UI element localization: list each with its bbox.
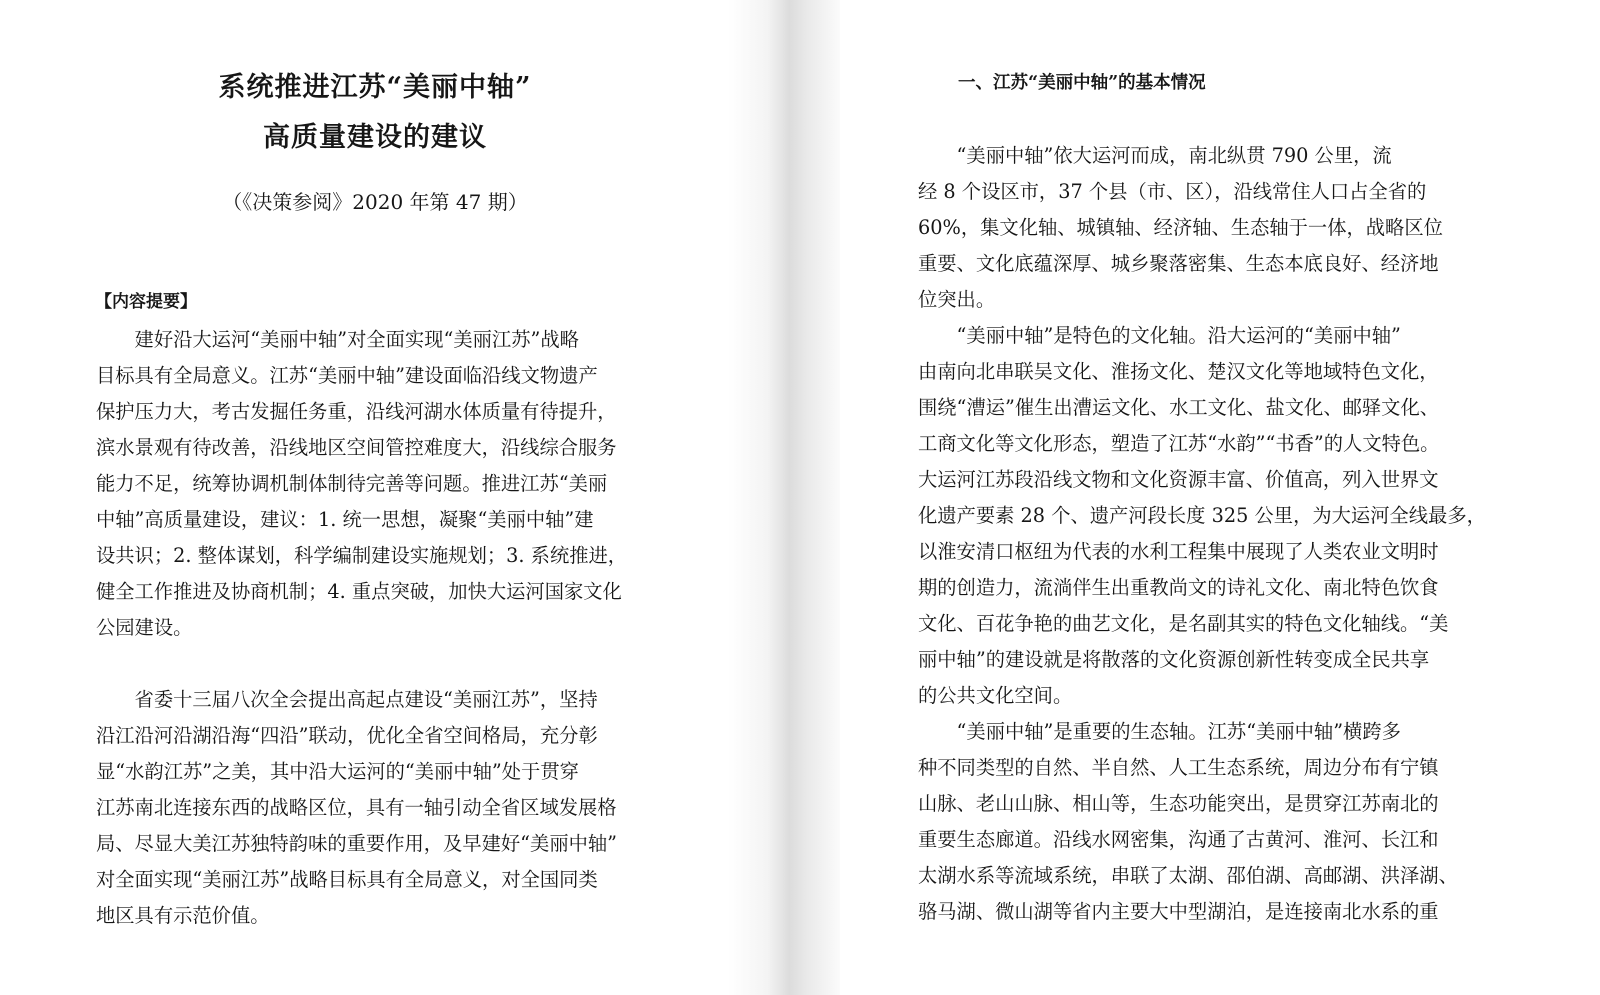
summary-line: 滨水景观有待改善，沿线地区空间管控难度大，沿线综合服务 [96, 436, 617, 459]
text-line: “美丽中轴”是重要的生态轴。江苏“美丽中轴”横跨多 [918, 720, 1401, 743]
text-line: 大运河江苏段沿线文物和文化资源丰富、价值高，列入世界文 [918, 468, 1439, 491]
text-line: 重要、文化底蕴深厚、城乡聚落密集、生态本底良好、经济地 [918, 252, 1439, 275]
title-line-2: 高质量建设的建议 [263, 122, 487, 153]
text-line: 的公共文化空间。 [918, 684, 1073, 707]
text-line: 文化、百花争艳的曲艺文化，是名副其实的特色文化轴线。“美 [918, 612, 1449, 635]
summary-line: 能力不足，统筹协调机制体制待完善等问题。推进江苏“美丽 [96, 472, 608, 495]
summary-line: 目标具有全局意义。江苏“美丽中轴”建设面临沿线文物遗产 [96, 364, 598, 387]
text-line: 围绕“漕运”催生出漕运文化、水工文化、盐文化、邮驿文化、 [918, 396, 1440, 419]
body-line: 省委十三届八次全会提出高起点建设“美丽江苏”，坚持 [96, 688, 598, 711]
text-line: 化遗产要素 28 个、遗产河段长度 325 公里，为大运河全线最多， [918, 504, 1486, 527]
text-line: 太湖水系等流域系统，串联了太湖、邵伯湖、高邮湖、洪泽湖、 [918, 864, 1458, 887]
text-line: 丽中轴”的建设就是将散落的文化资源创新性转变成全民共享 [918, 648, 1430, 671]
text-line: 位突出。 [918, 288, 996, 311]
body-line: 对全面实现“美丽江苏”战略目标具有全局意义，对全国同类 [96, 868, 598, 891]
summary-heading: 【内容提要】 [95, 292, 197, 312]
document-subtitle: （《决策参阅》2020 年第 47 期） [222, 190, 528, 214]
text-line: 期的创造力，流淌伴生出重教尚文的诗礼文化、南北特色饮食 [918, 576, 1439, 599]
body-line: 沿江沿河沿湖沿海“四沿”联动，优化全省空间格局，充分彰 [96, 724, 598, 747]
summary-line: 建好沿大运河“美丽中轴”对全面实现“美丽江苏”战略 [96, 328, 579, 351]
title-line-1: 系统推进江苏“美丽中轴” [218, 72, 532, 103]
summary-line: 设共识；2. 整体谋划，科学编制建设实施规划；3. 系统推进， [96, 544, 628, 567]
text-line: “美丽中轴”依大运河而成，南北纵贯 790 公里，流 [918, 144, 1392, 167]
text-line: 60%，集文化轴、城镇轴、经济轴、生态轴于一体，战略区位 [918, 216, 1443, 239]
text-line: 重要生态廊道。沿线水网密集，沟通了古黄河、淮河、长江和 [918, 828, 1439, 851]
body-line: 地区具有示范价值。 [96, 904, 270, 927]
text-line: 工商文化等文化形态，塑造了江苏“水韵”“书香”的人文特色。 [918, 432, 1440, 455]
text-line: 由南向北串联吴文化、淮扬文化、楚汉文化等地域特色文化， [918, 360, 1439, 383]
text-line: 经 8 个设区市，37 个县（市、区），沿线常住人口占全省的 [918, 180, 1427, 203]
text-line: 骆马湖、微山湖等省内主要大中型湖泊，是连接南北水系的重 [918, 900, 1439, 923]
summary-line: 中轴”高质量建设，建议：1. 统一思想，凝聚“美丽中轴”建 [96, 508, 594, 531]
body-line: 局、尽显大美江苏独特韵味的重要作用，及早建好“美丽中轴” [96, 832, 618, 855]
text-line: 以淮安清口枢纽为代表的水利工程集中展现了人类农业文明时 [918, 540, 1439, 563]
summary-line: 健全工作推进及协商机制；4. 重点突破，加快大运河国家文化 [96, 580, 622, 603]
text-line: 种不同类型的自然、半自然、人工生态系统，周边分布有宁镇 [918, 756, 1439, 779]
section-heading: 一、江苏“美丽中轴”的基本情况 [958, 73, 1206, 93]
text-line: 山脉、老山山脉、相山等，生态功能突出，是贯穿江苏南北的 [918, 792, 1439, 815]
text-line: “美丽中轴”是特色的文化轴。沿大运河的“美丽中轴” [918, 324, 1401, 347]
summary-line: 保护压力大，考古发掘任务重，沿线河湖水体质量有待提升， [96, 400, 617, 423]
summary-line: 公园建设。 [96, 616, 193, 639]
body-line: 江苏南北连接东西的战略区位，具有一轴引动全省区域发展格 [96, 796, 617, 819]
body-line: 显“水韵江苏”之美，其中沿大运河的“美丽中轴”处于贯穿 [96, 760, 579, 783]
